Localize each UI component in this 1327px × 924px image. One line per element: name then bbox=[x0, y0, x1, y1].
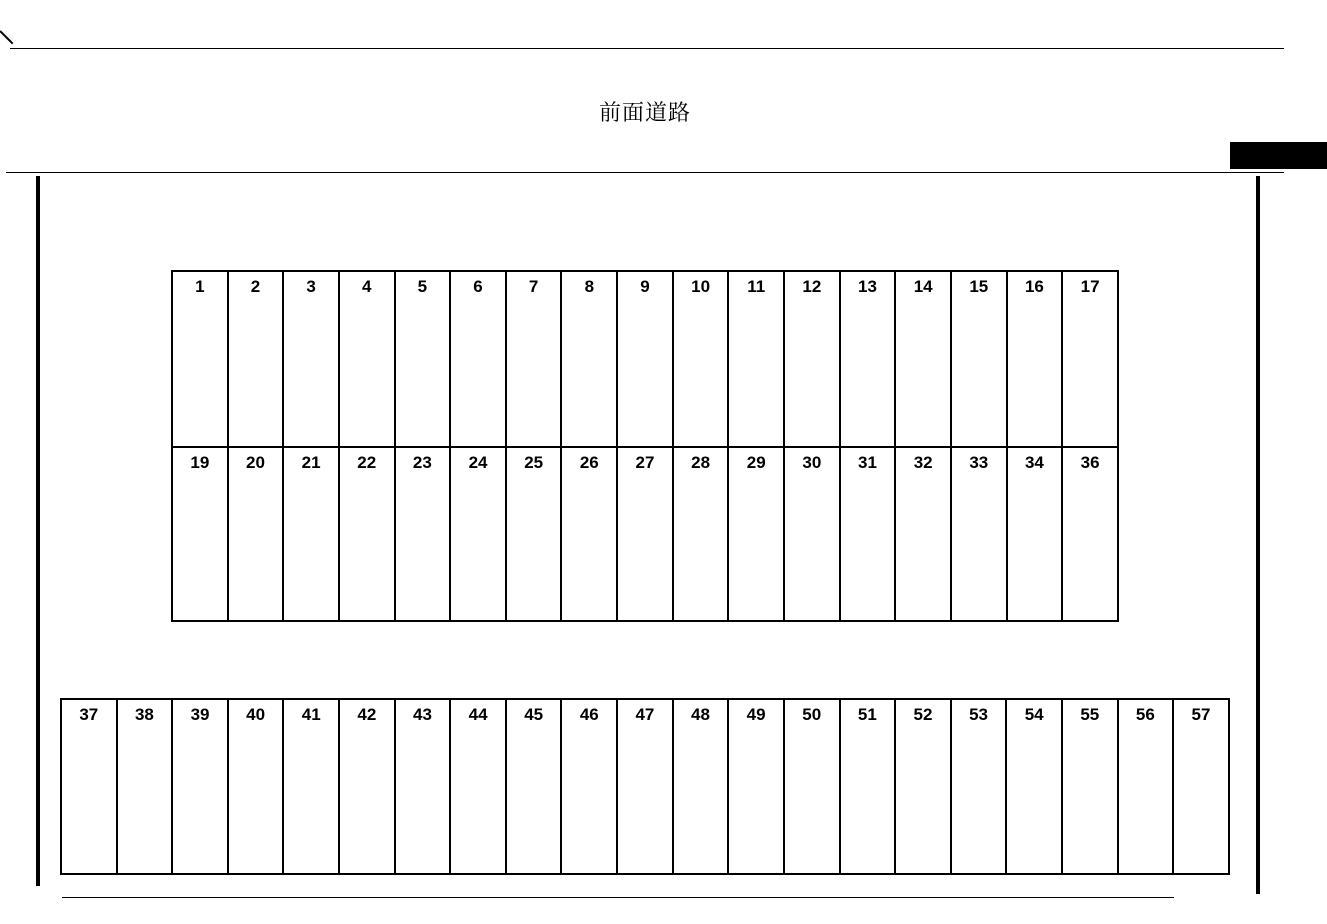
parking-stall bbox=[785, 448, 841, 620]
parking-stall bbox=[396, 700, 452, 873]
parking-stall bbox=[229, 272, 285, 446]
stall-number: 30 bbox=[802, 453, 822, 472]
stall-number: 22 bbox=[357, 453, 377, 472]
stall-number: 7 bbox=[528, 277, 539, 296]
stall-number: 15 bbox=[969, 277, 989, 296]
stall-number: 11 bbox=[747, 277, 766, 296]
stall-number: 57 bbox=[1191, 705, 1211, 724]
parking-stall bbox=[1174, 700, 1230, 873]
stall-number: 44 bbox=[468, 705, 488, 724]
parking-stall bbox=[674, 448, 730, 620]
lot-right-wall bbox=[1256, 176, 1260, 894]
stall-number: 54 bbox=[1024, 705, 1044, 724]
stall-number: 17 bbox=[1080, 277, 1100, 296]
stall-number: 49 bbox=[746, 705, 766, 724]
parking-stall bbox=[340, 700, 396, 873]
parking-stall bbox=[62, 700, 118, 873]
stall-number: 13 bbox=[858, 277, 877, 296]
parking-stall bbox=[729, 272, 785, 446]
parking-stall bbox=[451, 448, 507, 620]
parking-stall bbox=[952, 272, 1008, 446]
stall-number: 6 bbox=[473, 277, 483, 296]
stall-number: 39 bbox=[190, 705, 210, 724]
parking-stall bbox=[674, 272, 730, 446]
stall-number: 46 bbox=[579, 705, 599, 724]
stall-number: 42 bbox=[357, 705, 377, 724]
parking-stall bbox=[1063, 272, 1119, 446]
parking-stall bbox=[841, 700, 897, 873]
parking-stall bbox=[284, 700, 340, 873]
stall-number: 20 bbox=[246, 453, 265, 472]
parking-stall bbox=[1007, 700, 1063, 873]
parking-stall bbox=[451, 700, 507, 873]
stall-number: 50 bbox=[802, 705, 822, 724]
parking-stall bbox=[1063, 448, 1119, 620]
parking-stall bbox=[562, 448, 618, 620]
stall-number: 10 bbox=[691, 277, 711, 296]
stall-number: 16 bbox=[1024, 277, 1044, 296]
stall-number: 5 bbox=[417, 277, 428, 296]
stall-number: 26 bbox=[579, 453, 599, 472]
stall-number: 56 bbox=[1135, 705, 1155, 724]
road-bottom-line bbox=[6, 172, 1284, 173]
parking-stall bbox=[618, 272, 674, 446]
road-label: 前面道路 bbox=[598, 101, 691, 126]
stall-number: 41 bbox=[301, 705, 321, 724]
stall-number: 36 bbox=[1080, 453, 1100, 472]
parking-row-top bbox=[171, 270, 1119, 448]
parking-stall bbox=[1119, 700, 1175, 873]
parking-stall bbox=[1008, 448, 1064, 620]
stall-number: 4 bbox=[362, 277, 372, 296]
stall-number: 31 bbox=[858, 453, 877, 472]
stall-number: 48 bbox=[691, 705, 710, 724]
stall-number: 8 bbox=[584, 277, 595, 296]
parking-stall bbox=[284, 272, 340, 446]
parking-stall bbox=[507, 272, 563, 446]
parking-stall bbox=[896, 272, 952, 446]
stall-number: 32 bbox=[913, 453, 933, 472]
road-corner-mark bbox=[0, 30, 13, 44]
stall-number: 34 bbox=[1024, 453, 1044, 472]
stall-number: 53 bbox=[969, 705, 989, 724]
lot-left-wall bbox=[36, 176, 40, 886]
stall-number: 38 bbox=[134, 705, 154, 724]
parking-stall bbox=[841, 448, 897, 620]
stall-number: 3 bbox=[306, 277, 316, 296]
parking-stall bbox=[618, 700, 674, 873]
stall-number: 51 bbox=[857, 705, 877, 724]
lot-bottom-line bbox=[62, 897, 1174, 898]
parking-stall bbox=[173, 448, 229, 620]
stall-number: 14 bbox=[913, 277, 933, 296]
parking-stall bbox=[729, 700, 785, 873]
stall-number: 33 bbox=[969, 453, 989, 472]
stall-number: 19 bbox=[190, 453, 210, 472]
parking-stall bbox=[1008, 272, 1064, 446]
stall-number: 37 bbox=[79, 705, 99, 724]
parking-row-middle bbox=[171, 446, 1119, 622]
stall-number: 55 bbox=[1080, 705, 1100, 724]
parking-stall bbox=[229, 700, 285, 873]
stall-number: 27 bbox=[635, 453, 655, 472]
parking-row-bottom bbox=[60, 698, 1230, 875]
parking-stall bbox=[562, 700, 618, 873]
parking-stall bbox=[896, 700, 952, 873]
stall-number: 1 bbox=[195, 277, 205, 296]
road-top-line bbox=[10, 48, 1284, 49]
stall-number: 43 bbox=[413, 705, 432, 724]
parking-stall bbox=[952, 448, 1008, 620]
parking-stall bbox=[841, 272, 897, 446]
stall-number: 52 bbox=[913, 705, 933, 724]
parking-stall bbox=[618, 448, 674, 620]
parking-stall bbox=[507, 448, 563, 620]
stall-number: 21 bbox=[301, 453, 321, 472]
parking-stall bbox=[952, 700, 1008, 873]
stall-number: 47 bbox=[635, 705, 655, 724]
stall-number: 45 bbox=[524, 705, 544, 724]
stall-number: 25 bbox=[524, 453, 544, 472]
stall-number: 12 bbox=[802, 277, 822, 296]
parking-stall bbox=[507, 700, 563, 873]
parking-stall bbox=[284, 448, 340, 620]
parking-stall bbox=[396, 448, 452, 620]
parking-stall bbox=[118, 700, 174, 873]
stall-number: 9 bbox=[640, 277, 650, 296]
parking-stall bbox=[451, 272, 507, 446]
stall-number: 40 bbox=[246, 705, 266, 724]
parking-stall bbox=[396, 272, 452, 446]
stall-number: 29 bbox=[746, 453, 766, 472]
parking-stall bbox=[729, 448, 785, 620]
parking-stall bbox=[562, 272, 618, 446]
parking-stall bbox=[173, 272, 229, 446]
parking-stall bbox=[340, 448, 396, 620]
stall-number: 28 bbox=[691, 453, 711, 472]
parking-stall bbox=[173, 700, 229, 873]
parking-stall bbox=[896, 448, 952, 620]
black-marker bbox=[1230, 142, 1327, 169]
parking-stall bbox=[785, 700, 841, 873]
parking-stall bbox=[1063, 700, 1119, 873]
parking-stall bbox=[229, 448, 285, 620]
stall-number: 24 bbox=[468, 453, 488, 472]
stall-number: 23 bbox=[412, 453, 432, 472]
parking-stall bbox=[340, 272, 396, 446]
parking-stall bbox=[674, 700, 730, 873]
stall-number: 2 bbox=[250, 277, 261, 296]
parking-stall bbox=[785, 272, 841, 446]
